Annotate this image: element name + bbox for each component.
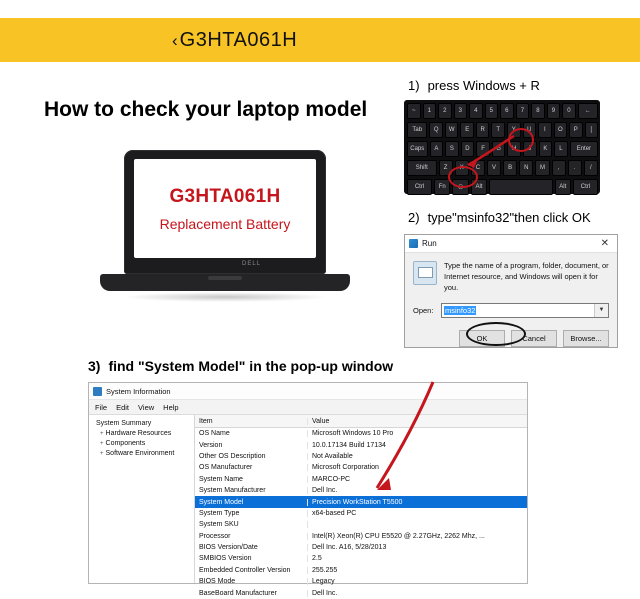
key: A — [430, 141, 444, 157]
menu-item-edit[interactable]: Edit — [116, 402, 130, 412]
tree-item-label: System Summary — [96, 419, 152, 427]
tree-item-system-summary[interactable] — [92, 418, 194, 428]
table-row[interactable] — [195, 542, 527, 553]
table-row[interactable] — [195, 451, 527, 462]
key: T — [491, 122, 505, 138]
tree-item-software-environment[interactable] — [92, 448, 194, 458]
menu-item-view[interactable]: View — [138, 402, 155, 412]
cell-value: Intel(R) Xeon(R) CPU E5520 @ 2.27GHz, 2262 Mhz, ... — [312, 532, 485, 540]
key: ~ — [407, 103, 421, 119]
cell-item: System SKU — [195, 521, 308, 528]
step2-text: type"msinfo32"then click OK — [427, 210, 591, 225]
cell-item: Other OS Description — [195, 453, 308, 460]
cell-item: SMBIOS Version — [195, 555, 308, 562]
step1-text: press Windows + R — [427, 78, 540, 93]
cell-value: Microsoft Windows 10 Pro — [312, 430, 394, 438]
run-dialog-description: Type the name of a program, folder, document, or Internet resource, and Windows will open it for you. — [444, 261, 609, 292]
key: Z — [439, 160, 453, 176]
run-icon — [409, 239, 418, 248]
system-information-titlebar — [89, 383, 527, 400]
cell-value: Precision WorkStation T5500 — [312, 498, 403, 506]
red-arrow-icon — [458, 134, 518, 170]
menu-bar — [89, 400, 527, 415]
key: . — [568, 160, 582, 176]
step3-label — [88, 358, 393, 374]
step1-number: 1) — [408, 78, 420, 93]
step2-label — [408, 210, 591, 225]
key: N — [519, 160, 533, 176]
tree-item-label: Software Environment — [105, 449, 175, 457]
table-row[interactable] — [195, 553, 527, 564]
key: L — [554, 141, 568, 157]
cell-value: x64-based PC — [312, 509, 357, 517]
cell-value: MARCO-PC — [312, 475, 351, 483]
highlight-ellipse-ok-button — [466, 322, 526, 346]
page-title: G3HTA061H — [179, 28, 298, 51]
close-icon[interactable]: ✕ — [600, 237, 609, 249]
key: H — [507, 141, 521, 157]
cell-value: 2.5 — [312, 555, 322, 563]
key: I — [538, 122, 552, 138]
cell-value: 10.0.17134 Build 17134 — [312, 441, 386, 449]
key: Y — [507, 122, 521, 138]
menu-item-file[interactable]: File — [95, 402, 108, 412]
key: Shift — [407, 160, 437, 176]
run-dialog-title: Run — [422, 239, 437, 248]
table-row[interactable] — [195, 565, 527, 576]
step3-number: 3) — [88, 358, 101, 374]
key: S — [445, 141, 459, 157]
table-row[interactable] — [195, 587, 527, 598]
key-space — [489, 179, 552, 195]
key: 7 — [516, 103, 530, 119]
cell-item: BaseBoard Manufacturer — [195, 590, 308, 597]
main-heading: How to check your laptop model — [44, 98, 368, 121]
key: [ — [585, 122, 599, 138]
browse-button[interactable]: Browse... — [563, 330, 609, 347]
tree-item-label: Components — [105, 439, 146, 447]
menu-item-help[interactable]: Help — [163, 402, 179, 412]
header-banner — [0, 18, 640, 62]
run-open-input-value[interactable]: msinfo32 — [445, 305, 476, 315]
key: Ctrl — [407, 179, 432, 195]
keyboard-row — [407, 179, 600, 195]
tree-twisty-icon: + — [100, 440, 104, 447]
tree-twisty-icon: + — [100, 450, 104, 457]
key: 8 — [531, 103, 545, 119]
laptop-screen — [134, 159, 316, 258]
run-open-label: Open: — [413, 305, 434, 315]
system-information-window — [88, 382, 528, 597]
key: Q — [429, 122, 443, 138]
key: 9 — [547, 103, 561, 119]
cell-value: Dell Inc. A16, 5/28/2013 — [312, 544, 387, 552]
cell-item: Embedded Controller Version — [195, 567, 308, 574]
key: W — [445, 122, 459, 138]
system-information-table — [195, 415, 527, 597]
key: Enter — [570, 141, 598, 157]
cell-item: BIOS Mode — [195, 578, 308, 585]
key: O — [554, 122, 568, 138]
key: X — [455, 160, 469, 176]
table-row-selected[interactable] — [195, 496, 527, 507]
key: / — [584, 160, 598, 176]
key: Tab — [407, 122, 427, 138]
key: , — [552, 160, 566, 176]
screen-model-text: G3HTA061H — [169, 185, 281, 207]
column-header-value: Value — [312, 417, 330, 425]
run-open-combobox[interactable] — [441, 303, 609, 318]
laptop-illustration — [100, 150, 350, 310]
run-open-row — [413, 303, 609, 318]
table-row[interactable] — [195, 485, 527, 496]
key: Ctrl — [573, 179, 598, 195]
cell-value: 255.255 — [312, 566, 338, 574]
step3-text: find "System Model" in the pop-up window — [108, 358, 394, 374]
key: Alt — [555, 179, 571, 195]
tree-item-hardware-resources[interactable] — [92, 428, 194, 438]
key: ← — [578, 103, 598, 119]
laptop-touchpad-notch — [208, 276, 242, 280]
system-information-icon — [93, 387, 102, 396]
cell-item: Version — [195, 442, 308, 449]
system-information-title: System Information — [106, 386, 171, 396]
run-dialog-titlebar — [405, 235, 617, 253]
run-dialog-body — [405, 253, 617, 294]
key: 3 — [454, 103, 468, 119]
key: Fn — [434, 179, 450, 195]
laptop-lid — [124, 150, 326, 274]
table-header — [195, 415, 527, 428]
key: F — [476, 141, 490, 157]
cell-value: Dell Inc. — [312, 589, 338, 597]
table-row[interactable] — [195, 439, 527, 450]
key: 6 — [500, 103, 514, 119]
cell-item: Processor — [195, 533, 308, 540]
table-row[interactable] — [195, 428, 527, 439]
key: Alt — [471, 179, 487, 195]
cell-value: Dell Inc. — [312, 487, 338, 495]
key: 5 — [485, 103, 499, 119]
key: U — [523, 122, 537, 138]
screen-subtitle-text: Replacement Battery — [159, 215, 291, 232]
tree-item-components[interactable] — [92, 438, 194, 448]
cell-item: System Name — [195, 476, 308, 483]
cell-item: OS Name — [195, 430, 308, 437]
chevron-down-icon[interactable]: ▼ — [594, 304, 608, 317]
key: E — [460, 122, 474, 138]
key-windows: ⎔ — [452, 179, 468, 195]
key: M — [535, 160, 549, 176]
table-row[interactable] — [195, 531, 527, 542]
tree-twisty-icon: + — [100, 430, 104, 437]
navigation-tree — [89, 415, 195, 583]
cell-item: System Model — [195, 499, 308, 506]
key-r: R — [476, 122, 490, 138]
chevron-left-icon: ‹ — [172, 30, 178, 50]
cell-item: System Manufacturer — [195, 487, 308, 494]
keyboard-image — [404, 100, 600, 194]
key: 1 — [423, 103, 437, 119]
cell-item: OS Manufacturer — [195, 464, 308, 471]
system-information-content — [89, 415, 527, 597]
laptop-brand-label: DELL — [242, 261, 262, 267]
table-row[interactable] — [195, 519, 527, 530]
key: P — [569, 122, 583, 138]
ok-button[interactable]: OK — [459, 330, 505, 347]
table-row[interactable] — [195, 462, 527, 473]
key: Caps — [407, 141, 428, 157]
key: G — [492, 141, 506, 157]
table-row[interactable] — [195, 576, 527, 587]
cell-item: System Type — [195, 510, 308, 517]
key: C — [471, 160, 485, 176]
step1-label — [408, 78, 540, 93]
cell-value: Not Available — [312, 452, 353, 460]
cancel-button[interactable]: Cancel — [511, 330, 557, 347]
key: V — [487, 160, 501, 176]
key: D — [461, 141, 475, 157]
key: 4 — [469, 103, 483, 119]
key: 0 — [562, 103, 576, 119]
tree-item-label: Hardware Resources — [105, 429, 172, 437]
column-header-item: Item — [195, 418, 308, 425]
table-row[interactable] — [195, 508, 527, 519]
key: B — [503, 160, 517, 176]
key: K — [539, 141, 553, 157]
cell-item: BIOS Version/Date — [195, 544, 308, 551]
keyboard-row — [407, 103, 600, 119]
cell-value: Microsoft Corporation — [312, 464, 379, 472]
cell-value: Legacy — [312, 578, 335, 586]
step2-number: 2) — [408, 210, 420, 225]
key: 2 — [438, 103, 452, 119]
key: J — [523, 141, 537, 157]
table-row[interactable] — [195, 474, 527, 485]
banner-inner — [172, 29, 297, 52]
run-body-icon — [413, 261, 437, 285]
laptop-shadow — [122, 292, 328, 302]
